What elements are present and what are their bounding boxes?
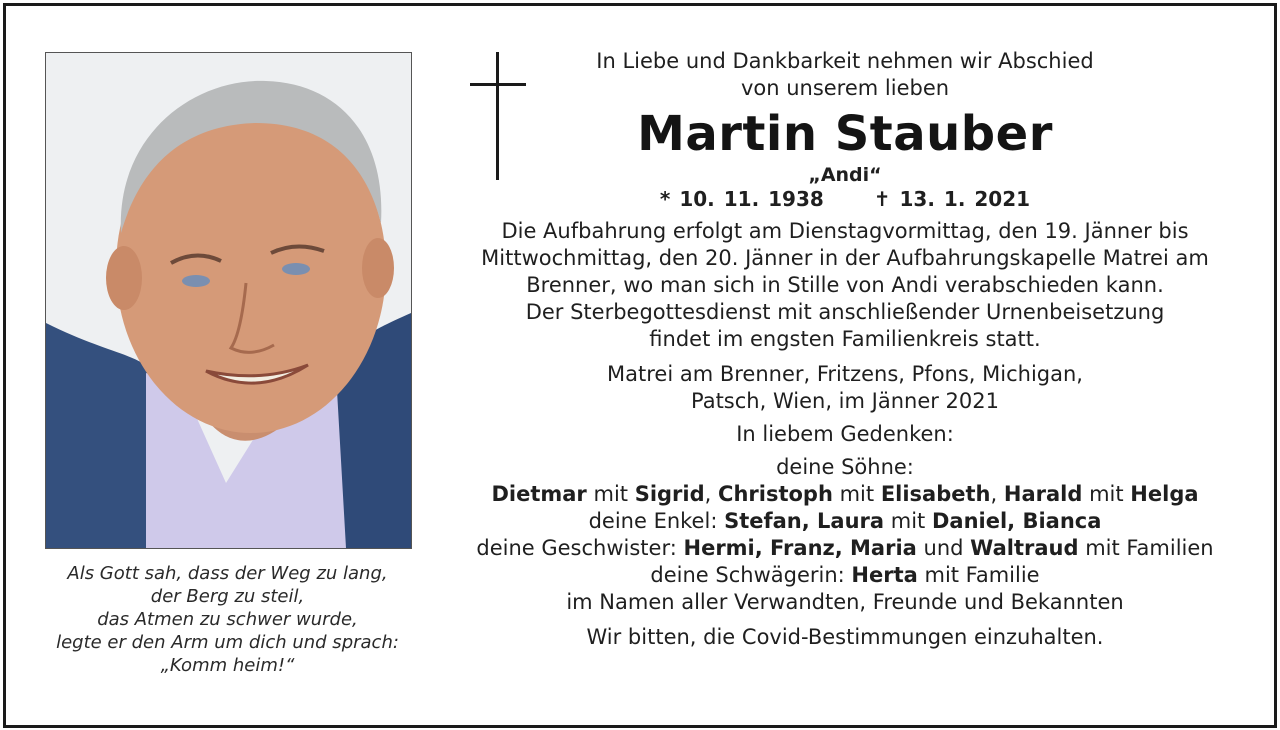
- siblings-line: deine Geschwister: Hermi, Franz, Maria und Waltraud mit Familien: [476, 536, 1214, 560]
- farewell-poem: [30, 562, 425, 677]
- death-date: ✝ 13. 1. 2021: [873, 187, 1031, 211]
- notice-line: Brenner, wo man sich in Stille von Andi verabschieden kann.: [526, 273, 1164, 297]
- mourners-heading: In liebem Gedenken:: [736, 422, 954, 446]
- place-line: Matrei am Brenner, Fritzens, Pfons, Michigan,: [607, 362, 1083, 386]
- place-line: Patsch, Wien, im Jänner 2021: [690, 389, 999, 413]
- grandchildren-line: deine Enkel: Stefan, Laura mit Daniel, Bianca: [588, 509, 1102, 533]
- others-line: im Namen aller Verwandten, Freunde und Bekannten: [566, 590, 1124, 614]
- obituary-text: [455, 48, 1235, 651]
- poem-line: Als Gott sah, dass der Weg zu lang,: [67, 563, 388, 584]
- sister-in-law-line: deine Schwägerin: Herta mit Familie: [650, 563, 1040, 587]
- poem-line: der Berg zu steil,: [150, 586, 305, 607]
- notice-line: findet im engsten Familienkreis statt.: [649, 327, 1041, 351]
- intro-line: In Liebe und Dankbarkeit nehmen wir Abschied: [596, 49, 1094, 73]
- intro-line: von unserem lieben: [740, 76, 950, 100]
- notice-line: Mittwochmittag, den 20. Jänner in der Aufbahrungskapelle Matrei am: [481, 246, 1209, 270]
- life-dates: [455, 186, 1235, 212]
- deceased-name: Martin Stauber: [637, 106, 1053, 162]
- notice-line: Die Aufbahrung erfolgt am Dienstagvormittag, den 19. Jänner bis: [501, 219, 1189, 243]
- deceased-nickname: „Andi“: [808, 164, 882, 186]
- poem-line: das Atmen zu schwer wurde,: [97, 609, 358, 630]
- birth-date: * 10. 11. 1938: [659, 187, 824, 211]
- notice-line: Der Sterbegottesdienst mit anschließender Urnenbeisetzung: [525, 300, 1165, 324]
- poem-line: legte er den Arm um dich und sprach:: [56, 632, 399, 653]
- poem-line: „Komm heim!“: [160, 655, 295, 676]
- sons-label: deine Söhne:: [776, 455, 914, 479]
- closing-note: Wir bitten, die Covid-Bestimmungen einzuhalten.: [586, 625, 1104, 649]
- portrait-photo: [45, 52, 412, 549]
- sons-line: Dietmar mit Sigrid, Christoph mit Elisabeth, Harald mit Helga: [491, 482, 1199, 506]
